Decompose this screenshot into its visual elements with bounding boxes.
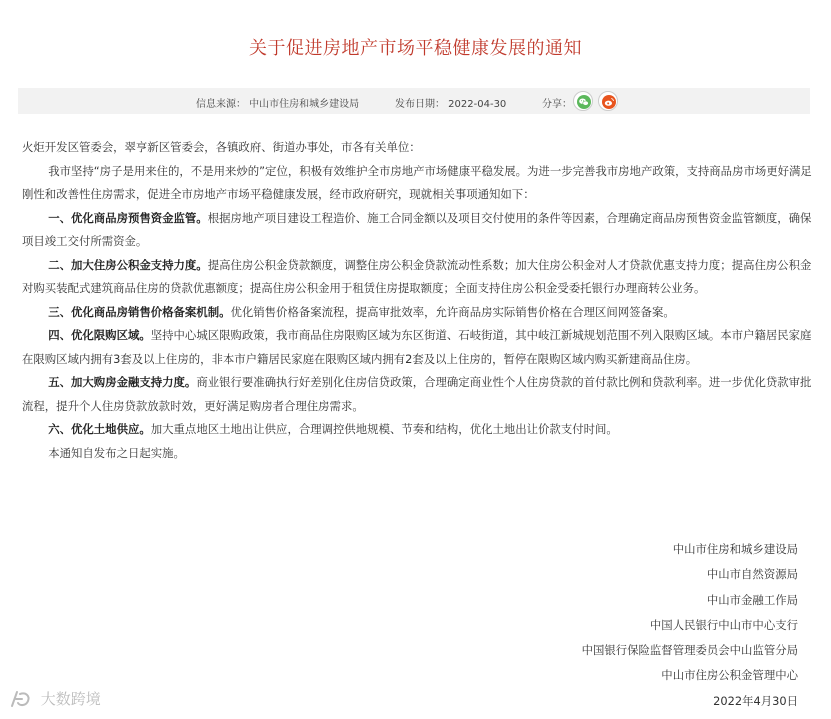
signer-1: 中山市住房和城乡建设局 [672, 542, 798, 556]
item-heading-3: 三、优化商品房销售价格备案机制。 [48, 304, 231, 319]
sign-date: 2022年4月30日 [713, 693, 798, 708]
info-source: 信息来源： 中山市住房和城乡建设局 [196, 99, 360, 110]
item-heading-6: 六、优化土地供应。 [48, 422, 151, 436]
item-heading-1: 一、优化商品房预售资金监管。 [48, 210, 208, 225]
item-paragraph-1 [22, 207, 812, 254]
share-label: 分享： [542, 99, 572, 110]
weibo-icon[interactable] [598, 91, 618, 111]
item-paragraph-3 [22, 301, 812, 325]
signer-3: 中山市金融工作局 [706, 592, 798, 607]
item-text-6: 加大重点地区土地出让供应，合理调控供地规模、节奏和结构，优化土地出让价款支付时间。 [150, 422, 618, 436]
meta-bar [18, 88, 810, 114]
signer-5: 中国银行保险监督管理委员会中山监管分局 [581, 643, 798, 658]
signer-2: 中山市自然资源局 [706, 567, 798, 582]
item-heading-2: 二、加大住房公积金支持力度。 [48, 257, 208, 272]
signer-6: 中山市住房公积金管理中心 [661, 668, 798, 683]
item-text-1: 根据房地产项目建设工程造价、施工合同金额以及项目交付使用的条件等因素，合理确定商品房预售资金监管额度，确保项目竣工交付所需资金。 [22, 210, 812, 248]
item-heading-5: 五、加大购房金融支持力度。 [48, 375, 197, 389]
item-text-3: 优化销售价格备案流程，提高审批效率，允许商品房实际销售价格在合理区间网签备案。 [230, 304, 675, 319]
salutation: 火炬开发区管委会，翠亨新区管委会，各镇政府、街道办事处，市各有关单位： [22, 140, 421, 154]
item-text-4: 坚持中心城区限购政策，我市商品住房限购区域为东区街道、石岐街道，其中岐江新城规划范围不列入限购区域。本市户籍居民家庭在限购区域内拥有3套及以上住房的，非本市户籍居民家庭在限购区域内拥有2套及以上住房的，暂停在限购区域内购买新建商品住房。 [22, 328, 812, 366]
signature-block [582, 537, 798, 714]
item-text-2: 提高住房公积金贷款额度，调整住房公积金贷款流动性系数；加大住房公积金对人才贷款优惠支持力度；提高住房公积金对购买装配式建筑商品住房的贷款优惠额度；提高住房公积金用于租赁住房提取额度；全面支持住房公积金受委托银行办理商转公业务。 [22, 257, 812, 295]
item-paragraph-4 [22, 324, 812, 371]
publish-date: 发布日期： 2022-04-30 [395, 99, 507, 110]
item-paragraph-6 [22, 418, 812, 442]
intro-paragraph: 我市坚持“房子是用来住的，不是用来炒的”定位，积极有效维护全市房地产市场健康平稳发展。为进一步完善我市房地产政策，支持商品房市场更好满足刚性和改善性住房需求，促进全市房地产市场平稳健康发展，经市政府研究，现就相关事项通知如下： [22, 163, 812, 201]
logo-icon [10, 690, 32, 708]
page-title: 关于促进房地产市场平稳健康发展的通知 [249, 38, 582, 59]
wechat-icon[interactable] [573, 91, 593, 111]
item-text-5: 商业银行要准确执行好差别化住房信贷政策，合理确定商业性个人住房贷款的首付款比例和贷款利率。进一步优化贷款审批流程，提升个人住房贷款放款时效，更好满足购房者合理住房需求。 [22, 375, 812, 413]
signer-4: 中国人民银行中山市中心支行 [649, 617, 798, 632]
item-paragraph-2 [22, 254, 812, 301]
item-heading-4: 四、优化限购区域。 [48, 328, 151, 342]
notice-body [22, 136, 812, 465]
watermark-text: 大数跨境 [40, 690, 101, 708]
closing-line: 本通知自发布之日起实施。 [48, 445, 185, 460]
watermark [10, 688, 101, 714]
item-paragraph-5 [22, 371, 812, 418]
